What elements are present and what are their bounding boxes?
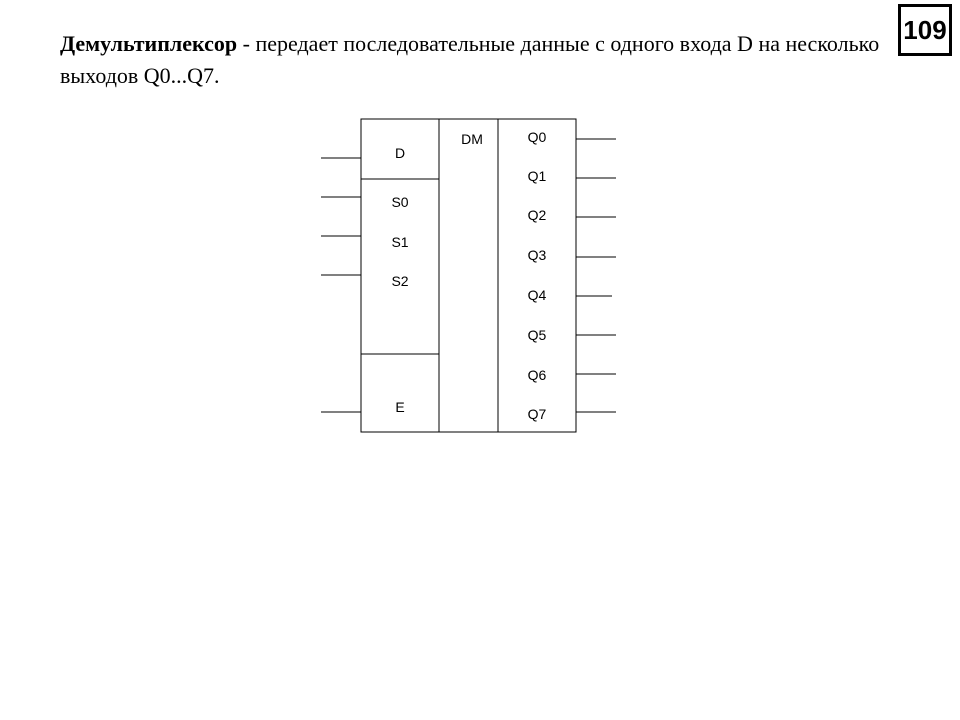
output-label-q1: Q1: [527, 168, 547, 184]
slide-number: 109: [898, 4, 952, 56]
input-label-d: D: [394, 145, 406, 161]
definition-body: - передает последовательные данные с одного входа D на несколько выходов Q0...Q7.: [60, 31, 880, 88]
input-label-s2: S2: [391, 273, 409, 289]
output-label-q3: Q3: [527, 247, 547, 263]
input-label-e: E: [395, 399, 405, 415]
output-label-q4: Q4: [527, 287, 547, 303]
definition-term: Демультиплексор: [60, 31, 238, 56]
output-label-q0: Q0: [527, 129, 547, 145]
block-label-dm: DM: [461, 131, 483, 147]
output-label-q5: Q5: [527, 327, 547, 343]
output-label-q2: Q2: [527, 207, 547, 223]
input-label-s0: S0: [391, 194, 409, 210]
output-label-q7: Q7: [527, 406, 547, 422]
input-label-s1: S1: [391, 234, 409, 250]
output-label-q6: Q6: [527, 367, 547, 383]
